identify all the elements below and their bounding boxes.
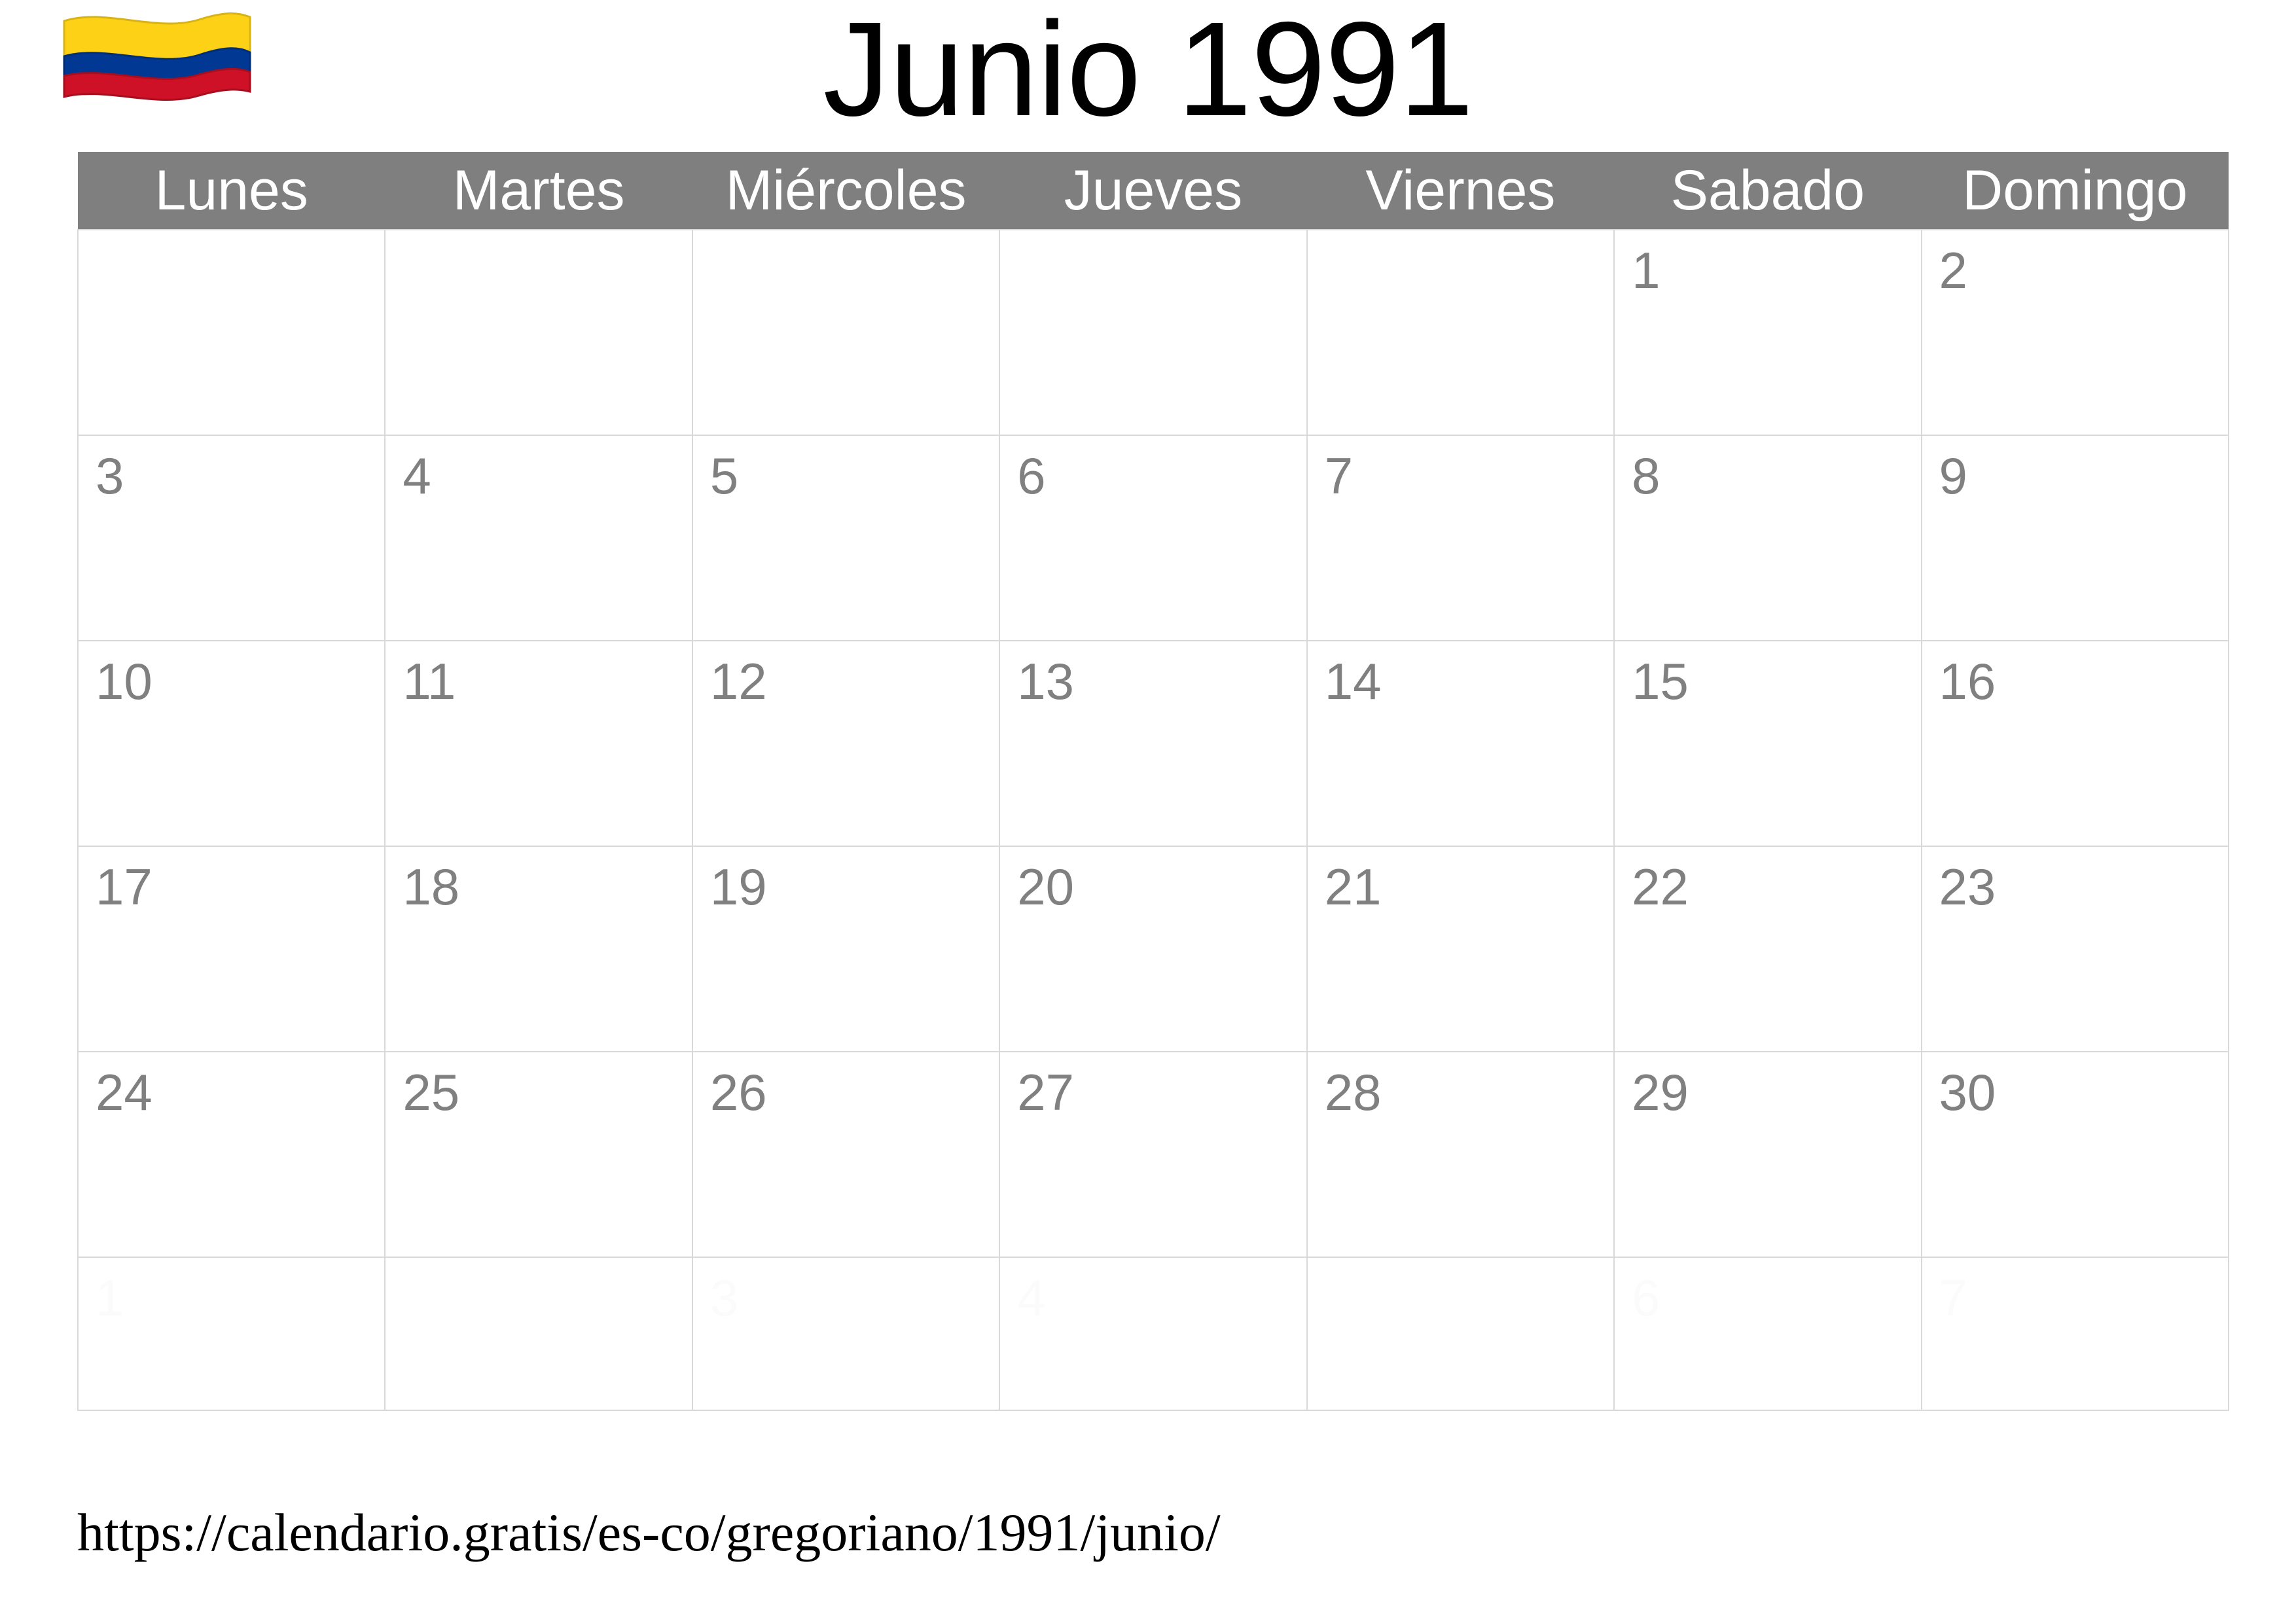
day-number: 7 — [1939, 1269, 1967, 1327]
day-number — [79, 230, 384, 245]
calendar-week-row-trailing — [78, 1257, 2229, 1410]
day-number: 26 — [709, 1063, 767, 1121]
calendar-day-cell[interactable] — [1307, 641, 1614, 846]
day-number: 4 — [403, 447, 431, 505]
day-number: 11 — [403, 652, 456, 710]
calendar-day-cell[interactable] — [692, 1052, 999, 1257]
day-number: 9 — [1939, 447, 1967, 505]
calendar-day-cell[interactable] — [692, 641, 999, 846]
page-header — [0, 0, 2296, 152]
weekday-header-friday: Viernes — [1307, 152, 1614, 230]
day-number: 20 — [1017, 858, 1075, 916]
calendar-day-cell[interactable] — [385, 230, 692, 435]
day-number: 1 — [1632, 241, 1660, 299]
calendar-week-row — [78, 641, 2229, 846]
calendar-day-cell[interactable] — [1614, 230, 1921, 435]
day-number: 10 — [96, 652, 152, 710]
calendar-day-cell[interactable] — [692, 435, 999, 641]
day-number: 18 — [403, 858, 460, 916]
day-number: 24 — [96, 1063, 152, 1121]
calendar-day-cell[interactable] — [385, 435, 692, 641]
day-number: 21 — [1324, 858, 1382, 916]
day-number — [693, 230, 999, 245]
calendar-day-cell[interactable] — [78, 435, 385, 641]
calendar-day-cell[interactable] — [1922, 1052, 2229, 1257]
day-number: 17 — [96, 858, 152, 916]
day-number — [1000, 230, 1306, 245]
calendar-week-row — [78, 230, 2229, 435]
calendar-day-cell[interactable] — [692, 230, 999, 435]
weekday-header-sunday: Domingo — [1922, 152, 2229, 230]
calendar-week-row — [78, 435, 2229, 641]
day-number: 16 — [1939, 652, 1996, 710]
day-number — [386, 1258, 691, 1272]
calendar-day-cell[interactable] — [1614, 435, 1921, 641]
calendar-day-cell[interactable] — [1614, 1257, 1921, 1410]
calendar-day-cell[interactable] — [385, 641, 692, 846]
day-number: 15 — [1632, 652, 1689, 710]
calendar-day-cell[interactable] — [78, 1052, 385, 1257]
calendar-grid — [77, 152, 2229, 1411]
day-number — [1308, 230, 1613, 245]
day-number: 5 — [709, 447, 739, 505]
calendar-day-cell[interactable] — [78, 641, 385, 846]
weekday-header-thursday: Jueves — [999, 152, 1306, 230]
weekday-header-row — [78, 152, 2229, 230]
day-number: 27 — [1017, 1063, 1075, 1121]
calendar-day-cell[interactable] — [1922, 1257, 2229, 1410]
day-number: 12 — [709, 652, 767, 710]
calendar-day-cell[interactable] — [385, 846, 692, 1052]
day-number: 23 — [1939, 858, 1996, 916]
calendar-day-cell[interactable] — [1614, 846, 1921, 1052]
day-number: 1 — [96, 1269, 124, 1327]
calendar-day-cell[interactable] — [385, 1052, 692, 1257]
day-number: 25 — [403, 1063, 460, 1121]
calendar-day-cell[interactable] — [999, 230, 1306, 435]
day-number: 14 — [1324, 652, 1382, 710]
calendar-day-cell[interactable] — [1922, 435, 2229, 641]
calendar-day-cell[interactable] — [1307, 846, 1614, 1052]
calendar-day-cell[interactable] — [1614, 641, 1921, 846]
day-number: 6 — [1632, 1269, 1660, 1327]
calendar-day-cell[interactable] — [999, 846, 1306, 1052]
calendar-day-cell[interactable] — [1307, 435, 1614, 641]
calendar-day-cell[interactable] — [78, 230, 385, 435]
day-number: 3 — [709, 1269, 739, 1327]
day-number — [1308, 1258, 1613, 1272]
calendar-day-cell[interactable] — [999, 1257, 1306, 1410]
day-number: 4 — [1017, 1269, 1046, 1327]
calendar-day-cell[interactable] — [1307, 230, 1614, 435]
calendar-day-cell[interactable] — [78, 846, 385, 1052]
day-number: 28 — [1324, 1063, 1382, 1121]
page-title: Junio 1991 — [823, 0, 1473, 144]
calendar-day-cell[interactable] — [1922, 230, 2229, 435]
calendar-day-cell[interactable] — [999, 641, 1306, 846]
calendar-week-row — [78, 1052, 2229, 1257]
weekday-header-tuesday: Martes — [385, 152, 692, 230]
day-number: 8 — [1632, 447, 1660, 505]
calendar-day-cell[interactable] — [999, 1052, 1306, 1257]
calendar-day-cell[interactable] — [1307, 1052, 1614, 1257]
calendar-day-cell[interactable] — [692, 846, 999, 1052]
calendar-day-cell[interactable] — [78, 1257, 385, 1410]
day-number: 30 — [1939, 1063, 1996, 1121]
calendar-day-cell[interactable] — [692, 1257, 999, 1410]
day-number: 29 — [1632, 1063, 1689, 1121]
source-url: https://calendario.gratis/es-co/gregoriano/1991/junio/ — [77, 1503, 1221, 1562]
weekday-header-wednesday: Miércoles — [692, 152, 999, 230]
calendar-day-cell[interactable] — [1922, 846, 2229, 1052]
calendar-day-cell[interactable] — [385, 1257, 692, 1410]
day-number: 13 — [1017, 652, 1075, 710]
calendar-day-cell[interactable] — [1922, 641, 2229, 846]
day-number — [386, 230, 691, 245]
calendar-day-cell[interactable] — [1614, 1052, 1921, 1257]
day-number: 6 — [1017, 447, 1046, 505]
day-number: 2 — [1939, 241, 1967, 299]
calendar-day-cell[interactable] — [999, 435, 1306, 641]
calendar-day-cell[interactable] — [1307, 1257, 1614, 1410]
day-number: 19 — [709, 858, 767, 916]
day-number: 3 — [96, 447, 124, 505]
calendar-week-row — [78, 846, 2229, 1052]
day-number: 22 — [1632, 858, 1689, 916]
weekday-header-monday: Lunes — [78, 152, 385, 230]
day-number: 7 — [1324, 447, 1354, 505]
weekday-header-saturday: Sabado — [1614, 152, 1921, 230]
